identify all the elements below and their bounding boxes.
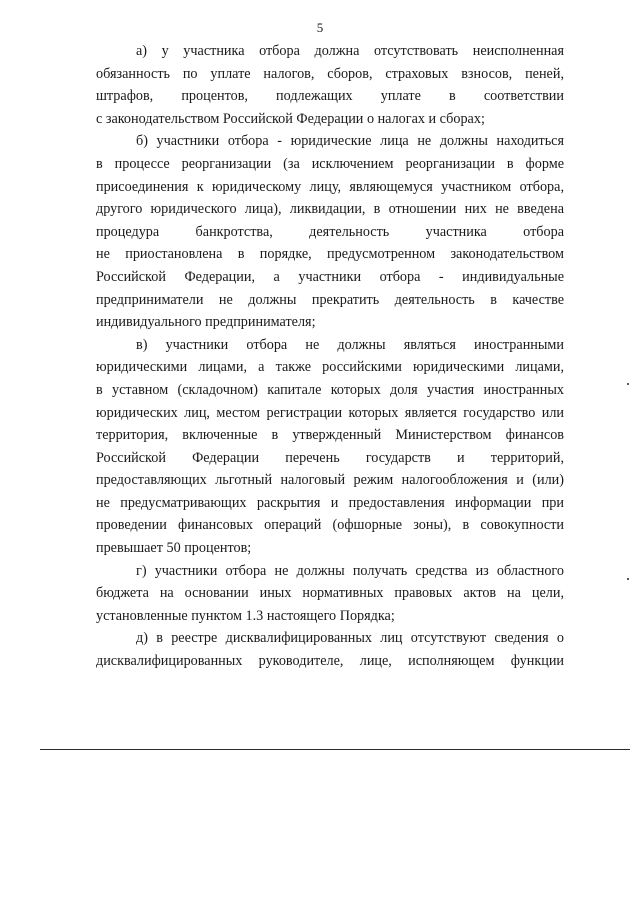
text-line: штрафов, процентов, подлежащих уплате в соответствии [96, 88, 564, 105]
text-line: дисквалифицированных руководителе, лице, исполняющем функции [96, 653, 564, 670]
footer-rule [40, 749, 630, 750]
paragraph-b [96, 130, 564, 333]
text-line: не предусматривающих раскрытия и предоставления информации при [96, 494, 564, 511]
text-line: процедура банкротства, деятельность участника отбора [96, 223, 564, 240]
text-line: в процессе реорганизации (за исключением реорганизации в форме [96, 155, 564, 172]
scan-speck [627, 383, 629, 385]
text-line: установленные пунктом 1.3 настоящего Порядка; [96, 607, 395, 624]
text-line: территория, включенные в утвержденный Министерством финансов [96, 427, 564, 444]
text-line: д) в реестре дисквалифицированных лиц отсутствуют сведения о [136, 630, 564, 647]
text-line: с законодательством Российской Федерации о налогах и сборах; [96, 110, 485, 127]
text-line: юридическими лицами, а также российскими юридическими лицами, [96, 359, 564, 376]
paragraph-g [96, 560, 564, 628]
document-body [96, 40, 564, 673]
text-line: другого юридического лица), ликвидации, в отношении них не введена [96, 201, 564, 218]
text-line: а) у участника отбора должна отсутствовать неисполненная [136, 43, 564, 59]
text-line: не приостановлена в порядке, предусмотренном законодательством [96, 246, 564, 263]
text-line: присоединения к юридическому лицу, являющемуся участником отбора, [96, 178, 564, 195]
text-line: юридических лиц, местом регистрации которых является государство или [96, 404, 564, 421]
text-line: предоставляющих льготный налоговый режим налогообложения и (или) [96, 472, 564, 489]
text-line: предприниматели не должны прекратить деятельность в качестве [96, 291, 564, 308]
text-line: б) участники отбора - юридические лица не должны находиться [136, 133, 564, 150]
text-line: превышает 50 процентов; [96, 540, 252, 557]
scan-speck [627, 578, 629, 580]
text-line: в) участники отбора не должны являться иностранными [136, 336, 564, 353]
paragraph-d [96, 627, 564, 672]
text-line: индивидуального предпринимателя; [96, 314, 316, 331]
text-line: проведении финансовых операций (офшорные зоны), в совокупности [96, 517, 564, 534]
text-line: Российской Федерации, а участники отбора - индивидуальные [96, 268, 564, 285]
text-line: обязанность по уплате налогов, сборов, страховых взносов, пеней, [96, 65, 564, 82]
text-line: Российской Федерации перечень государств и территорий, [96, 449, 564, 466]
text-line: бюджета на основании иных нормативных правовых актов на цели, [96, 585, 564, 602]
paragraph-a [96, 40, 564, 130]
text-line: г) участники отбора не должны получать средства из областного [136, 562, 564, 579]
text-line: в уставном (складочном) капитале которых доля участия иностранных [96, 381, 564, 398]
paragraph-v [96, 334, 564, 560]
page-number: 5 [316, 20, 324, 35]
